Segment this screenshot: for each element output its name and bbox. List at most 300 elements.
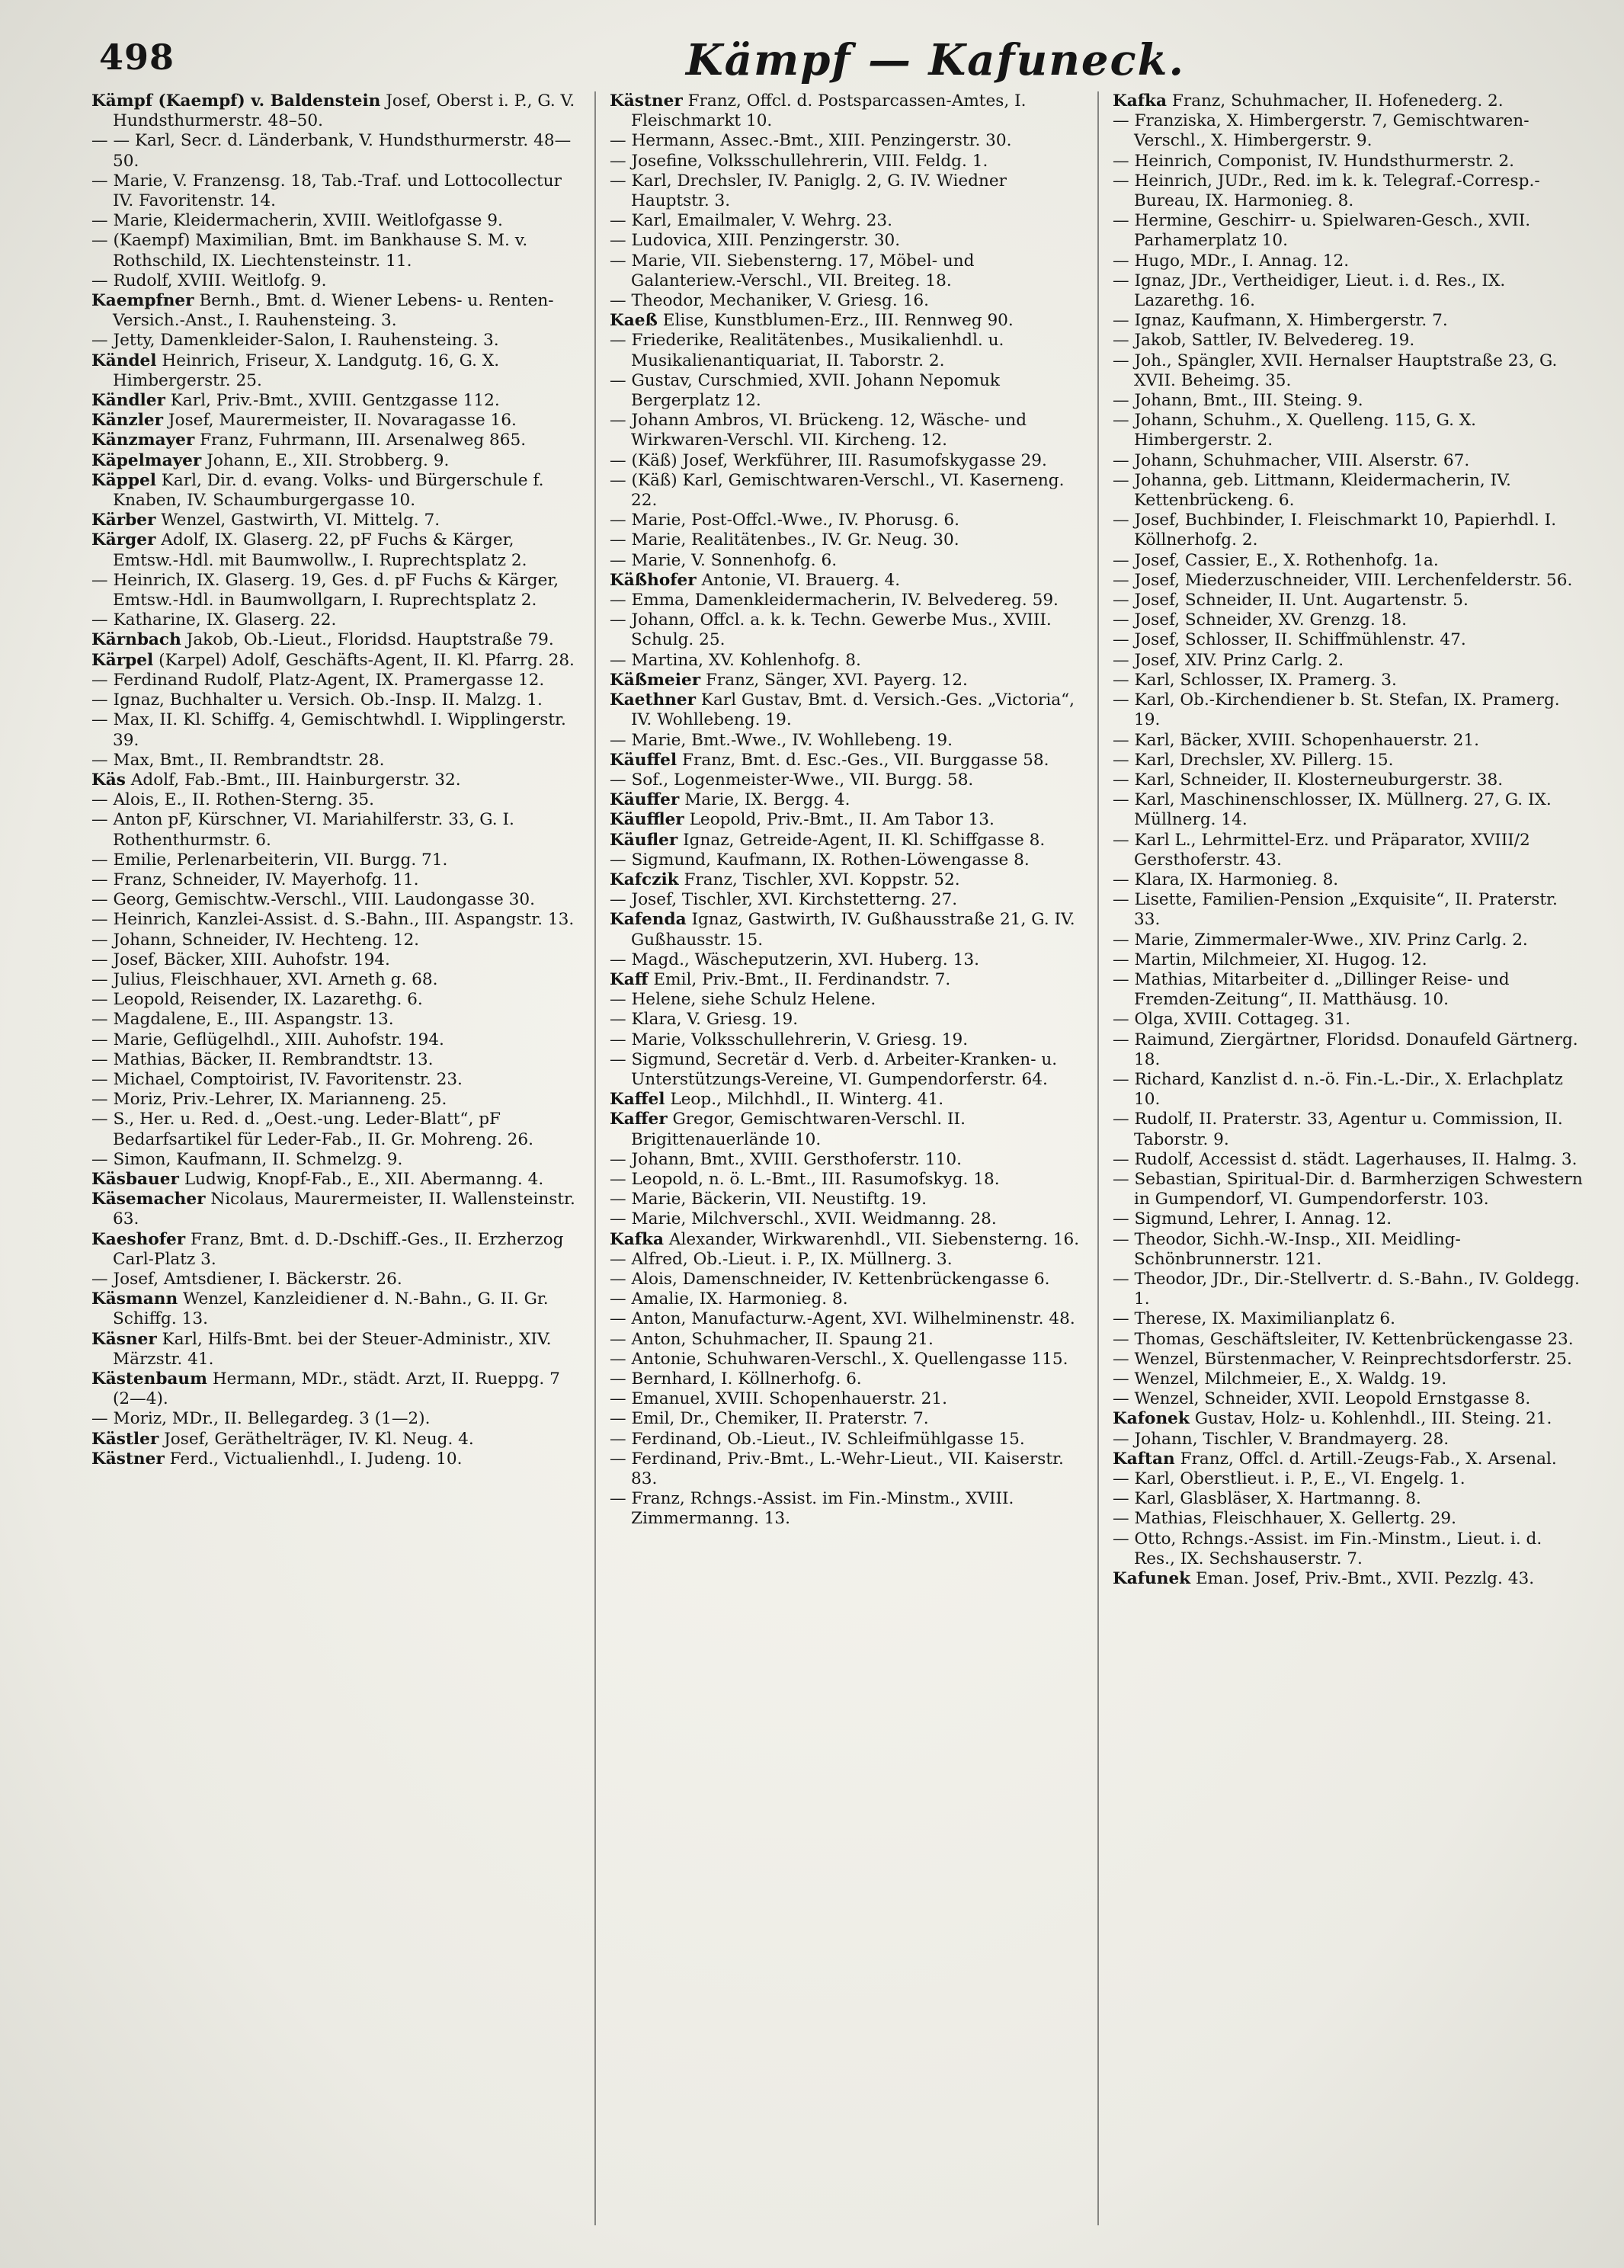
- entry-details: Jakob, Ob.-Lieut., Floridsd. Hauptstraße 79.: [186, 630, 554, 650]
- entry-surname: Käßhofer: [610, 570, 697, 590]
- entry-details: — Mathias, Fleischhauer, X. Gellertg. 29.: [1113, 1509, 1457, 1529]
- entry-details: Hermann, MDr., städt. Arzt, II. Rueppg. 7 (2—4).: [113, 1369, 560, 1409]
- directory-entry: [610, 1150, 1082, 1170]
- entry-surname: Käpelmayer: [91, 450, 202, 470]
- entry-details: — Josef, Schlosser, II. Schiffmühlenstr. 47.: [1113, 630, 1466, 650]
- directory-entry: [610, 1090, 1082, 1110]
- directory-entry: [610, 651, 1082, 671]
- entry-details: Karl, Hilfs-Bmt. bei der Steuer-Administr., XIV. Märzstr. 41.: [113, 1329, 552, 1369]
- entry-details: — Sigmund, Kaufmann, IX. Rothen-Löwengasse 8.: [610, 850, 1030, 870]
- directory-entry: [1113, 1309, 1585, 1329]
- directory-entry: [1113, 1389, 1585, 1409]
- directory-entry: [91, 530, 579, 570]
- directory-entry: [610, 671, 1082, 690]
- directory-entry: [91, 1369, 579, 1409]
- directory-entry: [91, 411, 579, 431]
- entry-details: — Marie, VII. Siebensterng. 17, Möbel- und Galanteriew.-Verschl., VII. Breiteg. 18.: [610, 251, 975, 290]
- entry-details: — Franziska, X. Himbergerstr. 7, Gemischtwaren-Verschl., X. Himbergerstr. 9.: [1113, 111, 1530, 151]
- entry-details: — Karl, Schlosser, IX. Pramerg. 3.: [1113, 670, 1397, 690]
- directory-entry: [610, 890, 1082, 910]
- entry-surname: Käsemacher: [91, 1190, 206, 1209]
- directory-entry: [1113, 950, 1585, 970]
- entry-details: — (Kaempf) Maximilian, Bmt. im Bankhause S. M. v. Rothschild, IX. Liechtensteinstr. 11.: [91, 231, 528, 271]
- entry-surname: Käufler: [610, 830, 678, 850]
- directory-entry: [610, 850, 1082, 870]
- entry-details: Marie, IX. Bergg. 4.: [684, 790, 850, 810]
- directory-entry: [610, 1389, 1082, 1409]
- entry-details: — Therese, IX. Maximilianplatz 6.: [1113, 1309, 1396, 1329]
- directory-entry: [610, 451, 1082, 471]
- directory-entry: [1113, 651, 1585, 671]
- directory-entry: [1113, 331, 1585, 351]
- entry-details: — Anton, Schuhmacher, II. Spaung 21.: [610, 1329, 934, 1349]
- directory-entry: [1113, 1150, 1585, 1170]
- directory-entry: [610, 1170, 1082, 1190]
- entry-surname: Käsner: [91, 1329, 157, 1349]
- directory-entry: [91, 351, 579, 391]
- entry-details: Wenzel, Kanzleidiener d. N.-Bahn., G. II. Gr. Schiffg. 13.: [113, 1289, 549, 1329]
- directory-entry: [610, 1450, 1082, 1489]
- entry-details: — Josef, Buchbinder, I. Fleischmarkt 10, Papierhdl. I. Köllnerhofg. 2.: [1113, 511, 1557, 550]
- running-title: Kämpf — Kafuneck.: [686, 35, 1185, 85]
- directory-entry: [1113, 1270, 1585, 1309]
- entry-details: — Antonie, Schuhwaren-Verschl., X. Quellengasse 115.: [610, 1349, 1068, 1369]
- entry-surname: Käuffel: [610, 750, 677, 770]
- column-2: [610, 91, 1082, 2225]
- directory-entry: [91, 890, 579, 910]
- entry-details: — Franz, Schneider, IV. Mayerhofg. 11.: [91, 870, 419, 889]
- entry-details: Franz, Offcl. d. Postsparcassen-Amtes, I. Fleischmarkt 10.: [631, 91, 1027, 131]
- directory-entry: [1113, 870, 1585, 890]
- entry-surname: Kästenbaum: [91, 1369, 207, 1389]
- directory-entry: [610, 751, 1082, 770]
- entry-details: — Karl, Bäcker, XVIII. Schopenhauerstr. 21.: [1113, 730, 1479, 750]
- directory-entry: [610, 610, 1082, 650]
- entry-surname: Kärger: [91, 530, 156, 550]
- directory-entry: [1113, 251, 1585, 271]
- directory-entry: [91, 1090, 579, 1110]
- entry-surname: Kästner: [91, 1449, 165, 1469]
- entry-details: — Marie, Geflügelhdl., XIII. Auhofstr. 194.: [91, 1030, 444, 1049]
- entry-details: Ferd., Victualienhdl., I. Judeng. 10.: [169, 1449, 463, 1469]
- entry-surname: Kaftan: [1113, 1449, 1175, 1469]
- directory-entry: [610, 511, 1082, 530]
- directory-entry: [91, 790, 579, 810]
- entry-surname: Kästler: [91, 1429, 159, 1449]
- entry-details: — Wenzel, Schneider, XVII. Leopold Ernstgasse 8.: [1113, 1389, 1531, 1409]
- directory-entry: [91, 1430, 579, 1450]
- entry-details: — Wenzel, Milchmeier, E., X. Waldg. 19.: [1113, 1369, 1447, 1389]
- entry-surname: Kärber: [91, 511, 156, 530]
- directory-entry: [610, 970, 1082, 990]
- entry-details: — Hermine, Geschirr- u. Spielwaren-Gesch., XVII. Parhamerplatz 10.: [1113, 211, 1531, 251]
- directory-entry: [91, 331, 579, 351]
- directory-entry: [1113, 91, 1585, 111]
- entry-surname: Kafka: [1113, 91, 1168, 111]
- directory-entry: [610, 990, 1082, 1010]
- directory-entry: [1113, 391, 1585, 411]
- entry-details: — Johann, Schuhmacher, VIII. Alserstr. 67.: [1113, 450, 1470, 470]
- entry-surname: Kämpf (Kaempf) v. Baldenstein: [91, 91, 381, 111]
- directory-entry: [1113, 471, 1585, 511]
- directory-entry: [1113, 1030, 1585, 1070]
- entry-details: — Marie, Milchverschl., XVII. Weidmanng. 28.: [610, 1209, 997, 1229]
- directory-entry: [610, 571, 1082, 591]
- entry-details: — Heinrich, IX. Glaserg. 19, Ges. d. pF Fuchs & Kärger, Emtsw.-Hdl. in Baumwollgarn, I. Ruprechtsplatz 2.: [91, 570, 559, 610]
- directory-entry: [91, 1330, 579, 1369]
- entry-details: — Karl, Oberstlieut. i. P., E., VI. Engelg. 1.: [1113, 1469, 1465, 1489]
- directory-entry: [91, 950, 579, 970]
- directory-entry: [610, 211, 1082, 231]
- entry-details: — Ludovica, XIII. Penzingerstr. 30.: [610, 231, 901, 251]
- entry-details: — Theodor, Sichh.-W.-Insp., XII. Meidling-Schönbrunnerstr. 121.: [1113, 1229, 1461, 1269]
- entry-details: — Simon, Kaufmann, II. Schmelzg. 9.: [91, 1149, 403, 1169]
- directory-entry: [610, 910, 1082, 950]
- entry-surname: Kafunek: [1113, 1569, 1191, 1589]
- directory-entry: [91, 171, 579, 211]
- entry-details: — Lisette, Familien-Pension „Exquisite“, II. Praterstr. 33.: [1113, 890, 1558, 930]
- entry-details: — Magd., Wäscheputzerin, XVI. Huberg. 13.: [610, 950, 979, 969]
- entry-details: — Hermann, Assec.-Bmt., XIII. Penzingerstr. 30.: [610, 131, 1012, 151]
- entry-details: — Emanuel, XVIII. Schopenhauerstr. 21.: [610, 1389, 947, 1409]
- directory-entry: [91, 1270, 579, 1289]
- directory-entry: [610, 371, 1082, 411]
- entry-details: Karl Gustav, Bmt. d. Versich.-Ges. „Victoria“, IV. Wohllebeng. 19.: [631, 690, 1075, 730]
- entry-details: — Marie, Bmt.-Wwe., IV. Wohllebeng. 19.: [610, 730, 953, 750]
- entry-details: — Rudolf, II. Praterstr. 33, Agentur u. Commission, II. Taborstr. 9.: [1113, 1110, 1563, 1149]
- entry-details: — Otto, Rchngs.-Assist. im Fin.-Minstm., Lieut. i. d. Res., IX. Sechshauserstr. 7.: [1113, 1529, 1542, 1568]
- directory-entry: [91, 1050, 579, 1070]
- directory-entry: [91, 931, 579, 950]
- entry-details: — Johann, Bmt., XVIII. Gersthoferstr. 110.: [610, 1149, 962, 1169]
- entry-details: — Helene, siehe Schulz Helene.: [610, 990, 876, 1010]
- entry-surname: Kaff: [610, 969, 649, 989]
- entry-details: — Heinrich, Kanzlei-Assist. d. S.-Bahn., III. Aspangstr. 13.: [91, 910, 575, 930]
- entry-details: — Max, II. Kl. Schiffg. 4, Gemischtwhdl. I. Wipplingerstr. 39.: [91, 710, 566, 750]
- directory-entry: [1113, 770, 1585, 790]
- entry-details: Leopold, Priv.-Bmt., II. Am Tabor 13.: [689, 810, 995, 830]
- entry-surname: Kaffer: [610, 1110, 668, 1129]
- entry-details: Franz, Bmt. d. D.-Dschiff.-Ges., II. Erzherzog Carl-Platz 3.: [113, 1229, 564, 1269]
- entry-details: — Michael, Comptoirist, IV. Favoritenstr. 23.: [91, 1069, 463, 1089]
- entry-details: — Marie, Realitätenbes., IV. Gr. Neug. 30.: [610, 530, 959, 550]
- entry-details: Franz, Schuhmacher, II. Hofenederg. 2.: [1171, 91, 1504, 111]
- directory-entry: [91, 391, 579, 411]
- entry-details: — Ignaz, Buchhalter u. Versich. Ob.-Insp. II. Malzg. 1.: [91, 690, 543, 710]
- entry-surname: Kändler: [91, 391, 165, 411]
- directory-entry: [610, 171, 1082, 211]
- column-3: [1113, 91, 1585, 2225]
- entry-details: — Johann, Schneider, IV. Hechteng. 12.: [91, 930, 420, 950]
- entry-surname: Kaethner: [610, 690, 696, 710]
- entry-details: — Karl L., Lehrmittel-Erz. und Präparator, XVIII/2 Gersthoferstr. 43.: [1113, 830, 1530, 870]
- directory-entry: [1113, 1070, 1585, 1110]
- entry-details: Franz, Offcl. d. Artill.-Zeugs-Fab., X. Arsenal.: [1180, 1449, 1557, 1469]
- directory-entry: [610, 690, 1082, 730]
- entry-details: — Johanna, geb. Littmann, Kleidermacherin, IV. Kettenbrückeng. 6.: [1113, 470, 1511, 511]
- entry-details: — Theodor, Mechaniker, V. Griesg. 16.: [610, 291, 929, 311]
- directory-entry: [1113, 731, 1585, 751]
- entry-details: — Klara, V. Griesg. 19.: [610, 1010, 799, 1030]
- entry-surname: Kafenda: [610, 910, 687, 930]
- entry-details: — Raimund, Ziergärtner, Floridsd. Donaufeld Gärtnerg. 18.: [1113, 1030, 1578, 1069]
- entry-details: — Marie, Post-Offcl.-Wwe., IV. Phorusg. 6.: [610, 511, 959, 530]
- entry-details: — Emilie, Perlenarbeiterin, VII. Burgg. 71.: [91, 850, 448, 870]
- entry-details: — Jakob, Sattler, IV. Belvedereg. 19.: [1113, 331, 1415, 351]
- entry-surname: Kästner: [610, 91, 683, 111]
- directory-entry: [1113, 671, 1585, 690]
- directory-entry: [610, 551, 1082, 571]
- directory-entry: [91, 451, 579, 471]
- entry-surname: Kaeß: [610, 311, 658, 331]
- directory-entry: [91, 1409, 579, 1429]
- directory-entry: [91, 810, 579, 850]
- directory-entry: [91, 571, 579, 610]
- entry-details: — (Käß) Karl, Gemischtwaren-Verschl., VI. Kaserneng. 22.: [610, 470, 1065, 511]
- directory-entry: [1113, 610, 1585, 630]
- entry-surname: Käs: [91, 770, 126, 790]
- entry-details: Elise, Kunstblumen-Erz., III. Rennweg 90.: [662, 311, 1014, 331]
- directory-entry: [610, 1250, 1082, 1270]
- directory-entry: [610, 1030, 1082, 1050]
- entry-surname: Kafczik: [610, 870, 679, 889]
- entry-surname: Kaffel: [610, 1090, 665, 1110]
- directory-entry: [1113, 790, 1585, 830]
- directory-entry: [1113, 1010, 1585, 1030]
- entry-details: — Sof., Logenmeister-Wwe., VII. Burgg. 58.: [610, 770, 974, 790]
- entry-details: — Ferdinand Rudolf, Platz-Agent, IX. Pramergasse 12.: [91, 670, 545, 690]
- directory-entry: [91, 231, 579, 271]
- directory-entry: [610, 1230, 1082, 1250]
- entry-details: — Ferdinand, Priv.-Bmt., L.-Wehr-Lieut., VII. Kaiserstr. 83.: [610, 1449, 1064, 1489]
- entry-details: Johann, E., XII. Strobberg. 9.: [207, 450, 450, 470]
- entry-details: Gregor, Gemischtwaren-Verschl. II. Brigittenauerlände 10.: [631, 1110, 966, 1149]
- entry-details: — Alois, E., II. Rothen-Sterng. 35.: [91, 790, 375, 810]
- entry-details: — Amalie, IX. Harmonieg. 8.: [610, 1289, 848, 1309]
- entry-details: — Franz, Rchngs.-Assist. im Fin.-Minstm., XVIII. Zimmermanng. 13.: [610, 1489, 1014, 1529]
- directory-entry: [610, 731, 1082, 751]
- entry-surname: Kaeshofer: [91, 1229, 186, 1249]
- entry-surname: Käppel: [91, 470, 156, 490]
- entry-details: — — Karl, Secr. d. Länderbank, V. Hundsthurmerstr. 48—50.: [91, 131, 572, 171]
- entry-details: — Theodor, JDr., Dir.-Stellvertr. d. S.-Bahn., IV. Goldegg. 1.: [1113, 1269, 1580, 1309]
- entry-details: — Mathias, Mitarbeiter d. „Dillinger Reise- und Fremden-Zeitung“, II. Matthäusg. 10.: [1113, 969, 1510, 1010]
- directory-entry: [610, 770, 1082, 790]
- directory-entry: [610, 1489, 1082, 1529]
- directory-entry: [1113, 1430, 1585, 1450]
- entry-details: — Ignaz, Kaufmann, X. Himbergerstr. 7.: [1113, 311, 1448, 331]
- entry-details: Leop., Milchhdl., II. Winterg. 41.: [670, 1090, 944, 1110]
- entry-details: — Marie, Volksschullehrerin, V. Griesg. 19.: [610, 1030, 969, 1049]
- directory-entry: [1113, 1110, 1585, 1149]
- entry-details: — Johann, Schuhm., X. Quelleng. 115, G. X. Himbergerstr. 2.: [1113, 411, 1477, 450]
- entry-details: — Ferdinand, Ob.-Lieut., IV. Schleifmühlgasse 15.: [610, 1429, 1025, 1449]
- entry-surname: Kärnbach: [91, 630, 181, 650]
- directory-entry: [610, 1350, 1082, 1369]
- entry-details: Antonie, VI. Brauerg. 4.: [701, 570, 901, 590]
- entry-details: — Karl, Glasbläser, X. Hartmanng. 8.: [1113, 1489, 1421, 1509]
- directory-entry: [1113, 690, 1585, 730]
- entry-details: — Karl, Drechsler, IV. Paniglg. 2, G. IV. Wiedner Hauptstr. 3.: [610, 171, 1007, 211]
- directory-entry: [1113, 1569, 1585, 1589]
- directory-entry: [1113, 1350, 1585, 1369]
- entry-details: — Josef, Schneider, II. Unt. Augartenstr. 5.: [1113, 591, 1469, 610]
- directory-entry: [91, 770, 579, 790]
- directory-entry: [1113, 1469, 1585, 1489]
- entry-details: Franz, Fuhrmann, III. Arsenalweg 865.: [200, 431, 527, 450]
- directory-entry: [1113, 1170, 1585, 1209]
- entry-details: Adolf, IX. Glaserg. 22, pF Fuchs & Kärger, Emtsw.-Hdl. mit Baumwollw., I. Ruprechtsplatz 2.: [113, 530, 527, 570]
- directory-entry: [91, 970, 579, 990]
- entry-details: — Karl, Schneider, II. Klosterneuburgerstr. 38.: [1113, 770, 1504, 790]
- entry-details: Nicolaus, Maurermeister, II. Wallensteinstr. 63.: [113, 1190, 575, 1229]
- directory-entry: [610, 1409, 1082, 1429]
- entry-surname: Käsbauer: [91, 1169, 179, 1189]
- directory-entry: [91, 850, 579, 870]
- entry-surname: Käuffler: [610, 810, 684, 830]
- entry-details: Ignaz, Getreide-Agent, II. Kl. Schiffgasse 8.: [683, 830, 1046, 850]
- directory-entry: [610, 831, 1082, 850]
- entry-details: — Klara, IX. Harmonieg. 8.: [1113, 870, 1339, 889]
- directory-entry: [91, 1190, 579, 1229]
- directory-entry: [91, 751, 579, 770]
- directory-entry: [610, 311, 1082, 331]
- entry-details: — Johann, Tischler, V. Brandmayerg. 28.: [1113, 1429, 1449, 1449]
- entry-surname: Käuffer: [610, 790, 680, 810]
- directory-entry: [1113, 111, 1585, 151]
- directory-entry: [91, 1010, 579, 1030]
- directory-entry: [1113, 591, 1585, 610]
- directory-entry: [1113, 1450, 1585, 1469]
- entry-surname: Känzmayer: [91, 431, 195, 450]
- directory-entry: [91, 431, 579, 450]
- directory-entry: [1113, 931, 1585, 950]
- directory-entry: [610, 1110, 1082, 1149]
- directory-entry: [1113, 751, 1585, 770]
- entry-details: Alexander, Wirkwarenhdl., VII. Siebensterng. 16.: [668, 1229, 1080, 1249]
- entry-details: — Johann, Offcl. a. k. k. Techn. Gewerbe Mus., XVIII. Schulg. 25.: [610, 610, 1052, 650]
- directory-entry: [1113, 451, 1585, 471]
- entry-columns: [91, 91, 1585, 2241]
- entry-details: — Moriz, MDr., II. Bellegardeg. 3 (1—2).: [91, 1409, 431, 1429]
- directory-entry: [91, 471, 579, 511]
- entry-details: — Karl, Emailmaler, V. Wehrg. 23.: [610, 211, 892, 231]
- directory-entry: [91, 271, 579, 291]
- directory-entry: [1113, 970, 1585, 1010]
- entry-surname: Kaempfner: [91, 291, 194, 311]
- entry-details: — Moriz, Priv.-Lehrer, IX. Marianneng. 25.: [91, 1090, 447, 1110]
- directory-entry: [91, 1110, 579, 1149]
- entry-details: — Bernhard, I. Köllnerhofg. 6.: [610, 1369, 862, 1389]
- directory-entry: [610, 530, 1082, 550]
- entry-details: Josef, Geräthelträger, IV. Kl. Neug. 4.: [164, 1429, 474, 1449]
- directory-entry: [610, 411, 1082, 450]
- directory-entry: [610, 1050, 1082, 1090]
- entry-details: — (Käß) Josef, Werkführer, III. Rasumofskygasse 29.: [610, 450, 1047, 470]
- directory-entry: [91, 1230, 579, 1270]
- entry-details: — Georg, Gemischtw.-Verschl., VIII. Laudongasse 30.: [91, 890, 535, 910]
- entry-details: — Emil, Dr., Chemiker, II. Praterstr. 7.: [610, 1409, 929, 1429]
- entry-details: — Marie, V. Sonnenhofg. 6.: [610, 550, 838, 570]
- directory-entry: [610, 1369, 1082, 1389]
- directory-entry: [1113, 1530, 1585, 1569]
- entry-surname: Kändel: [91, 351, 157, 370]
- entry-details: — Max, Bmt., II. Rembrandtstr. 28.: [91, 750, 385, 770]
- entry-details: — Wenzel, Bürstenmacher, V. Reinprechtsdorferstr. 25.: [1113, 1349, 1572, 1369]
- entry-surname: Käßmeier: [610, 670, 701, 690]
- entry-details: — Marie, Bäckerin, VII. Neustiftg. 19.: [610, 1190, 927, 1209]
- directory-entry: [91, 690, 579, 710]
- directory-entry: [610, 91, 1082, 131]
- directory-entry: [610, 331, 1082, 370]
- directory-entry: [91, 1289, 579, 1329]
- entry-details: — Joh., Spängler, XVII. Hernalser Hauptstraße 23, G. XVII. Beheimg. 35.: [1113, 351, 1558, 390]
- entry-details: Adolf, Fab.-Bmt., III. Hainburgerstr. 32.: [130, 770, 461, 790]
- entry-details: — Alois, Damenschneider, IV. Kettenbrückengasse 6.: [610, 1269, 1050, 1289]
- entry-details: — Anton pF, Kürschner, VI. Mariahilferstr. 33, G. I. Rothenthurmstr. 6.: [91, 810, 514, 850]
- entry-details: — Emma, Damenkleidermacherin, IV. Belvedereg. 59.: [610, 591, 1059, 610]
- entry-details: — Heinrich, JUDr., Red. im k. k. Telegraf.-Corresp.-Bureau, IX. Harmonieg. 8.: [1113, 171, 1540, 211]
- entry-details: — Gustav, Curschmied, XVII. Johann Nepomuk Bergerplatz 12.: [610, 370, 1000, 411]
- entry-details: — Martina, XV. Kohlenhofg. 8.: [610, 650, 861, 670]
- directory-entry: [1113, 890, 1585, 930]
- directory-entry: [610, 471, 1082, 511]
- entry-details: — Martin, Milchmeier, XI. Hugog. 12.: [1113, 950, 1427, 969]
- directory-entry: [610, 1289, 1082, 1309]
- directory-entry: [610, 591, 1082, 610]
- column-1: [91, 91, 579, 2225]
- directory-entry: [610, 810, 1082, 830]
- entry-details: Eman. Josef, Priv.-Bmt., XVII. Pezzlg. 43.: [1196, 1569, 1535, 1589]
- column-divider: [1097, 91, 1099, 2225]
- directory-entry: [1113, 1230, 1585, 1270]
- directory-entry: [91, 651, 579, 671]
- directory-entry: [1113, 1209, 1585, 1229]
- entry-details: Franz, Bmt. d. Esc.-Ges., VII. Burggasse 58.: [682, 750, 1049, 770]
- directory-entry: [610, 1209, 1082, 1229]
- entry-surname: Kafka: [610, 1229, 665, 1249]
- directory-entry: [1113, 831, 1585, 870]
- entry-details: — Karl, Ob.-Kirchendiener b. St. Stefan, IX. Pramerg. 19.: [1113, 690, 1560, 730]
- directory-entry: [1113, 630, 1585, 650]
- entry-details: — Karl, Drechsler, XV. Pillerg. 15.: [1113, 750, 1394, 770]
- directory-entry: [610, 1010, 1082, 1030]
- entry-details: Karl, Dir. d. evang. Volks- und Bürgerschule f. Knaben, IV. Schaumburgergasse 10.: [113, 470, 544, 511]
- directory-entry: [1113, 1509, 1585, 1529]
- directory-entry: [91, 211, 579, 231]
- entry-details: — Ignaz, JDr., Vertheidiger, Lieut. i. d. Res., IX. Lazarethg. 16.: [1113, 271, 1506, 311]
- directory-entry: [1113, 411, 1585, 450]
- entry-details: — Josef, Cassier, E., X. Rothenhofg. 1a.: [1113, 550, 1439, 570]
- entry-details: Karl, Priv.-Bmt., XVIII. Gentzgasse 112.: [170, 391, 500, 411]
- entry-details: Josef, Maurermeister, II. Novaragasse 16.: [168, 411, 517, 431]
- entry-details: — Magdalene, E., III. Aspangstr. 13.: [91, 1010, 394, 1030]
- directory-entry: [610, 152, 1082, 171]
- directory-entry: [91, 910, 579, 930]
- directory-entry: [91, 91, 579, 131]
- directory-entry: [91, 131, 579, 171]
- entry-details: — Johann Ambros, VI. Brückeng. 12, Wäsche- und Wirkwaren-Verschl. VII. Kircheng. 12.: [610, 411, 1027, 450]
- entry-details: — Johann, Bmt., III. Steing. 9.: [1113, 391, 1363, 411]
- directory-entry: [91, 511, 579, 530]
- entry-details: — Josef, Bäcker, XIII. Auhofstr. 194.: [91, 950, 390, 969]
- entry-details: — Richard, Kanzlist d. n.-ö. Fin.-L.-Dir., X. Erlachplatz 10.: [1113, 1069, 1563, 1110]
- entry-details: — Marie, V. Franzensg. 18, Tab.-Traf. und Lottocollectur IV. Favoritenstr. 14.: [91, 171, 562, 211]
- entry-details: — Mathias, Bäcker, II. Rembrandtstr. 13.: [91, 1049, 434, 1069]
- entry-surname: Känzler: [91, 411, 164, 431]
- entry-details: — Marie, Zimmermaler-Wwe., XIV. Prinz Carlg. 2.: [1113, 930, 1528, 950]
- directory-entry: [91, 870, 579, 890]
